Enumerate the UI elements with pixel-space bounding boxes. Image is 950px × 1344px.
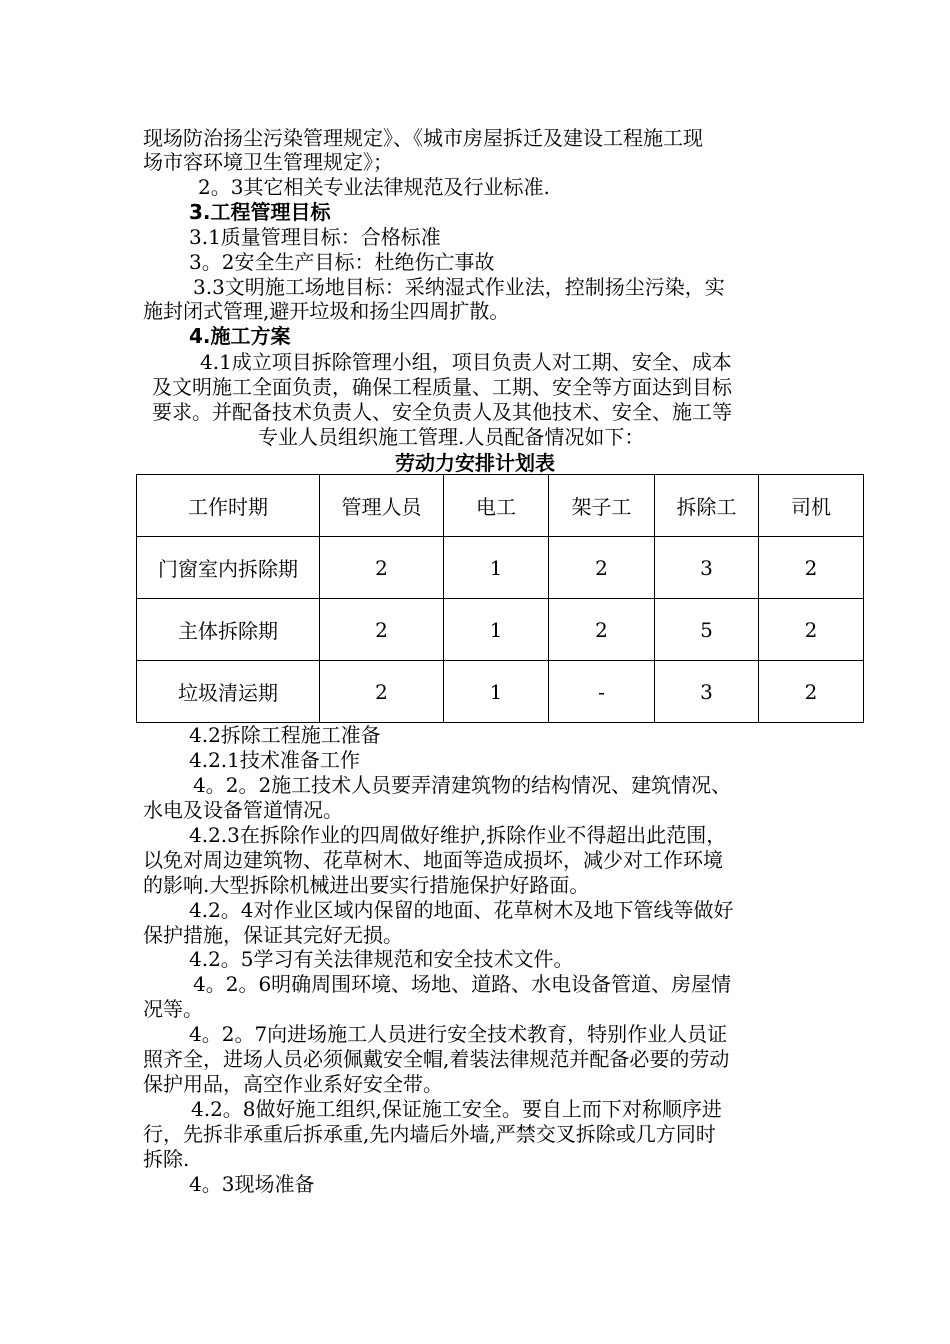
paragraph-line: 况等。 <box>143 997 203 1021</box>
table-row <box>137 661 864 723</box>
paragraph-line: 水电及设备管道情况。 <box>143 798 343 822</box>
header-cell: 管理人员 <box>320 475 444 537</box>
paragraph-line: 专业人员组织施工管理.人员配备情况如下： <box>258 425 645 449</box>
paragraph-line: 以免对周边建筑物、花草树木、地面等造成损坏，减少对工作环境 <box>143 848 723 872</box>
table-header-row <box>137 475 864 537</box>
paragraph-line: 3。2安全生产目标：杜绝伤亡事故 <box>189 250 495 274</box>
header-cell: 司机 <box>759 475 864 537</box>
paragraph-line: 行，先拆非承重后拆承重,先内墙后外墙,严禁交叉拆除或几方同时 <box>143 1122 716 1146</box>
table-cell: 1 <box>444 599 549 661</box>
paragraph-line: 4。2。2施工技术人员要弄清建筑物的结构情况、建筑情况、 <box>193 773 732 797</box>
paragraph-line: 照齐全，进场人员必须佩戴安全帽,着装法律规范并配备必要的劳动 <box>143 1047 730 1071</box>
header-cell: 架子工 <box>549 475 655 537</box>
table-cell: - <box>549 661 655 723</box>
table-cell: 垃圾清运期 <box>137 661 320 723</box>
table-cell: 3 <box>655 537 759 599</box>
paragraph-line: 4。3现场准备 <box>189 1172 315 1196</box>
table-cell: 1 <box>444 661 549 723</box>
paragraph-line: 4.2.3在拆除作业的四周做好维护,拆除作业不得超出此范围， <box>189 823 727 847</box>
table-cell: 2 <box>320 537 444 599</box>
paragraph-line: 现场防治扬尘污染管理规定》、《城市房屋拆迁及建设工程施工现 <box>143 126 703 150</box>
paragraph-line: 要求。并配备技术负责人、安全负责人及其他技术、安全、施工等 <box>152 400 732 424</box>
table-cell: 主体拆除期 <box>137 599 320 661</box>
paragraph-line: 4.2.1技术准备工作 <box>189 748 360 772</box>
paragraph-line: 3.3文明施工场地目标：采纳湿式作业法，控制扬尘污染，实 <box>193 275 725 299</box>
paragraph-line: 拆除. <box>143 1147 190 1171</box>
table-cell: 2 <box>759 537 864 599</box>
paragraph-line: 的影响.大型拆除机械进出要实行措施保护好路面。 <box>143 873 590 897</box>
paragraph-line: 4.2。5学习有关法律规范和安全技术文件。 <box>189 947 574 971</box>
paragraph-line: 4.2拆除工程施工准备 <box>189 723 381 747</box>
table-cell: 2 <box>320 599 444 661</box>
table-cell: 2 <box>759 661 864 723</box>
table-cell: 2 <box>759 599 864 661</box>
paragraph-line: 施封闭式管理,避开垃圾和扬尘四周扩散。 <box>143 299 510 323</box>
paragraph-line: 2。3其它相关专业法律规范及行业标准. <box>198 175 550 199</box>
table-cell: 3 <box>655 661 759 723</box>
header-cell: 工作时期 <box>137 475 320 537</box>
header-cell: 电工 <box>444 475 549 537</box>
paragraph-line: 3.1质量管理目标：合格标准 <box>189 225 441 249</box>
paragraph-line: 4.2。4对作业区域内保留的地面、花草树木及地下管线等做好 <box>189 898 734 922</box>
table-cell: 2 <box>549 599 655 661</box>
paragraph-line: 保护用品，高空作业系好安全带。 <box>143 1072 443 1096</box>
header-cell: 拆除工 <box>655 475 759 537</box>
table-row <box>137 537 864 599</box>
paragraph-line: 保护措施，保证其完好无损。 <box>143 923 403 947</box>
table-cell: 2 <box>320 661 444 723</box>
table-row <box>137 599 864 661</box>
table-title: 劳动力安排计划表 <box>395 451 555 475</box>
labor-plan-table <box>136 474 864 723</box>
table-cell: 门窗室内拆除期 <box>137 537 320 599</box>
table-cell: 2 <box>549 537 655 599</box>
section-heading-4: 4.施工方案 <box>189 324 291 348</box>
table-cell: 1 <box>444 537 549 599</box>
paragraph-line: 4。2。7向进场施工人员进行安全技术教育，特别作业人员证 <box>189 1022 728 1046</box>
paragraph-line: 场市容环境卫生管理规定》； <box>143 150 393 174</box>
paragraph-line: 4.2。8做好施工组织,保证施工安全。要自上而下对称顺序进 <box>191 1097 722 1121</box>
section-heading-3: 3.工程管理目标 <box>189 200 331 224</box>
paragraph-line: 4.1成立项目拆除管理小组，项目负责人对工期、安全、成本 <box>200 350 732 374</box>
paragraph-line: 及文明施工全面负责，确保工程质量、工期、安全等方面达到目标 <box>152 375 732 399</box>
table-cell: 5 <box>655 599 759 661</box>
paragraph-line: 4。2。6明确周围环境、场地、道路、水电设备管道、房屋情 <box>193 972 732 996</box>
